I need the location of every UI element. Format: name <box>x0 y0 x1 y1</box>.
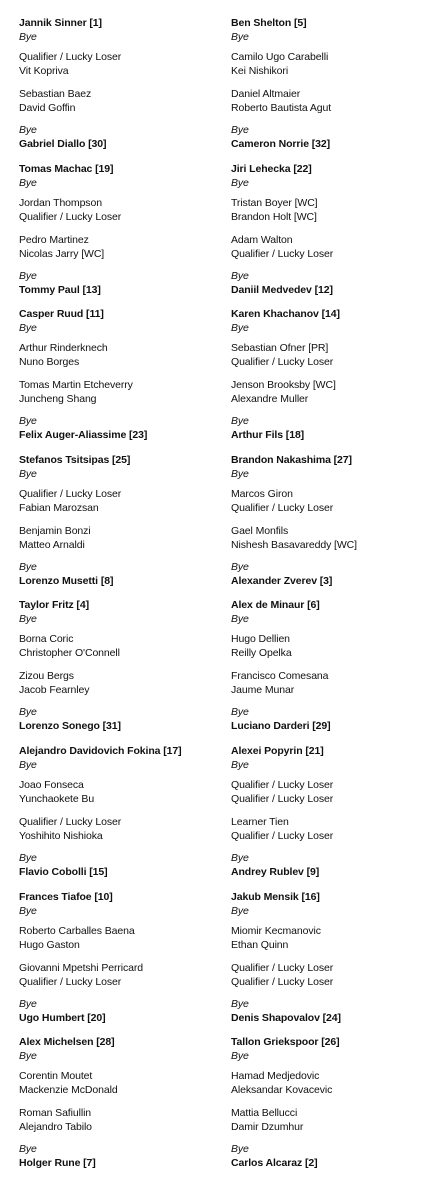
bye-label: Bye <box>231 269 249 282</box>
bye-label: Bye <box>231 997 249 1010</box>
player-name: Reilly Opelka <box>231 647 292 660</box>
player-name: Qualifier / Lucky Loser <box>231 793 334 805</box>
player-name: Borna Coric <box>19 633 74 646</box>
bye-label: Bye <box>19 560 37 573</box>
player-name: Brandon Holt [WC] <box>231 210 317 223</box>
player-name: Miomir Kecmanovic <box>231 924 321 937</box>
player-name: Pedro Martinez <box>19 233 89 246</box>
bye-label: Bye <box>19 706 37 719</box>
player-name: Fabian Marozsan <box>19 501 99 514</box>
bye-label: Bye <box>231 467 249 480</box>
player-name: Qualifier / Lucky Loser <box>231 975 334 988</box>
player-name: Tomas Martin Etcheverry <box>19 379 133 392</box>
top-seed-name: Stefanos Tsitsipas [25] <box>19 453 131 466</box>
player-name: Gael Monfils <box>231 524 289 537</box>
player-name: Roman Safiullin <box>19 1107 92 1120</box>
player-name: Juncheng Shang <box>19 393 97 406</box>
player-name: Nishesh Basavareddy [WC] <box>231 538 357 551</box>
bye-label: Bye <box>19 415 37 428</box>
top-seed-name: Alejandro Davidovich Fokina [17] <box>19 745 182 757</box>
player-name: Alejandro Tabilo <box>19 1121 92 1134</box>
player-name: Damir Dzumhur <box>231 1121 304 1134</box>
bye-label: Bye <box>231 322 249 335</box>
bye-label: Bye <box>231 415 249 428</box>
player-name: Corentin Moutet <box>19 1070 93 1083</box>
bye-label: Bye <box>231 852 249 864</box>
player-name: Hugo Gaston <box>19 938 80 951</box>
player-name: Qualifier / Lucky Loser <box>19 816 122 828</box>
bottom-seed-name: Cameron Norrie [32] <box>231 138 331 150</box>
bye-label: Bye <box>19 31 37 43</box>
player-name: Sebastian Ofner [PR] <box>231 342 329 355</box>
player-name: Qualifier / Lucky Loser <box>231 830 334 842</box>
bye-label: Bye <box>231 176 249 189</box>
top-seed-name: Frances Tiafoe [10] <box>19 890 113 903</box>
player-name: Francisco Comesana <box>231 670 329 683</box>
bye-label: Bye <box>19 759 37 771</box>
bye-label: Bye <box>19 997 37 1010</box>
bottom-seed-name: Gabriel Diallo [30] <box>19 138 107 150</box>
bottom-seed-name: Daniil Medvedev [12] <box>231 283 333 296</box>
player-name: Zizou Bergs <box>19 670 74 683</box>
player-name: Arthur Rinderknech <box>19 342 108 355</box>
top-seed-name: Karen Khachanov [14] <box>231 308 340 321</box>
bye-label: Bye <box>19 322 37 335</box>
top-seed-name: Taylor Fritz [4] <box>19 599 89 612</box>
bye-label: Bye <box>19 124 37 136</box>
bottom-seed-name: Flavio Cobolli [15] <box>19 866 108 878</box>
player-name: Sebastian Baez <box>19 88 92 100</box>
player-name: Marcos Giron <box>231 487 293 500</box>
player-name: Jacob Fearnley <box>19 684 90 697</box>
player-name: Tristan Boyer [WC] <box>231 196 318 209</box>
player-name: Joao Fonseca <box>19 779 84 791</box>
player-name: Qualifier / Lucky Loser <box>19 51 122 63</box>
player-name: Learner Tien <box>231 816 289 828</box>
bye-label: Bye <box>231 759 249 771</box>
bottom-seed-name: Andrey Rublev [9] <box>231 866 320 878</box>
player-name: Qualifier / Lucky Loser <box>19 210 122 223</box>
player-name: Hugo Dellien <box>231 633 290 646</box>
bye-label: Bye <box>19 852 37 864</box>
top-seed-name: Ben Shelton [5] <box>231 17 307 29</box>
player-name: Qualifier / Lucky Loser <box>231 247 334 260</box>
bottom-seed-name: Carlos Alcaraz [2] <box>231 1157 318 1170</box>
player-name: Camilo Ugo Carabelli <box>231 51 329 63</box>
player-name: Mackenzie McDonald <box>19 1084 118 1097</box>
player-name: Christopher O'Connell <box>19 647 120 660</box>
top-seed-name: Tallon Griekspoor [26] <box>231 1036 340 1049</box>
bye-label: Bye <box>19 1143 37 1156</box>
top-seed-name: Brandon Nakashima [27] <box>231 453 352 466</box>
bye-label: Bye <box>231 706 249 719</box>
bye-label: Bye <box>19 613 37 626</box>
bye-label: Bye <box>231 1050 249 1063</box>
player-name: Daniel Altmaier <box>231 88 301 100</box>
top-seed-name: Jakub Mensik [16] <box>231 890 320 903</box>
player-name: David Goffin <box>19 102 76 114</box>
player-name: Giovanni Mpetshi Perricard <box>19 961 144 974</box>
player-name: Mattia Bellucci <box>231 1107 298 1120</box>
player-name: Benjamin Bonzi <box>19 524 91 537</box>
bye-label: Bye <box>231 1143 249 1156</box>
bye-label: Bye <box>19 176 37 189</box>
player-name: Kei Nishikori <box>231 65 289 77</box>
bottom-seed-name: Alexander Zverev [3] <box>231 574 333 587</box>
player-name: Roberto Carballes Baena <box>19 924 135 937</box>
player-name: Qualifier / Lucky Loser <box>231 779 334 791</box>
top-seed-name: Tomas Machac [19] <box>19 162 114 175</box>
player-name: Qualifier / Lucky Loser <box>231 961 334 974</box>
player-name: Yoshihito Nishioka <box>19 830 103 842</box>
player-name: Aleksandar Kovacevic <box>231 1084 333 1097</box>
player-name: Vit Kopriva <box>19 65 69 77</box>
bottom-seed-name: Lorenzo Sonego [31] <box>19 720 121 733</box>
player-name: Qualifier / Lucky Loser <box>19 975 122 988</box>
bye-label: Bye <box>19 1050 37 1063</box>
bottom-seed-name: Ugo Humbert [20] <box>19 1011 106 1024</box>
top-seed-name: Alex Michelsen [28] <box>19 1036 115 1049</box>
player-name: Qualifier / Lucky Loser <box>231 356 334 369</box>
top-seed-name: Alex de Minaur [6] <box>231 599 320 612</box>
bye-label: Bye <box>231 560 249 573</box>
bye-label: Bye <box>19 904 37 917</box>
player-name: Alexandre Muller <box>231 393 309 406</box>
top-seed-name: Alexei Popyrin [21] <box>231 745 324 757</box>
player-name: Jaume Munar <box>231 684 295 697</box>
player-name: Adam Walton <box>231 233 293 246</box>
player-name: Yunchaokete Bu <box>19 793 95 805</box>
player-name: Roberto Bautista Agut <box>231 102 332 114</box>
bye-label: Bye <box>231 613 249 626</box>
player-name: Qualifier / Lucky Loser <box>231 501 334 514</box>
bottom-seed-name: Felix Auger-Aliassime [23] <box>19 429 148 442</box>
player-name: Hamad Medjedovic <box>231 1070 320 1083</box>
player-name: Jordan Thompson <box>19 196 102 209</box>
bottom-seed-name: Denis Shapovalov [24] <box>231 1011 341 1024</box>
bottom-seed-name: Holger Rune [7] <box>19 1157 96 1170</box>
bottom-seed-name: Luciano Darderi [29] <box>231 720 331 733</box>
bye-label: Bye <box>231 904 249 917</box>
top-seed-name: Jiri Lehecka [22] <box>231 162 312 175</box>
bye-label: Bye <box>231 31 249 43</box>
top-seed-name: Jannik Sinner [1] <box>19 17 102 29</box>
top-seed-name: Casper Ruud [11] <box>19 308 104 321</box>
player-name: Jenson Brooksby [WC] <box>231 379 336 392</box>
player-name: Nicolas Jarry [WC] <box>19 247 105 260</box>
player-name: Ethan Quinn <box>231 938 289 951</box>
bottom-seed-name: Lorenzo Musetti [8] <box>19 574 114 587</box>
player-name: Qualifier / Lucky Loser <box>19 487 122 500</box>
player-name: Nuno Borges <box>19 356 80 369</box>
bye-label: Bye <box>19 467 37 480</box>
bye-label: Bye <box>231 124 249 136</box>
bye-label: Bye <box>19 269 37 282</box>
player-name: Matteo Arnaldi <box>19 538 85 551</box>
bottom-seed-name: Tommy Paul [13] <box>19 283 101 296</box>
bottom-seed-name: Arthur Fils [18] <box>231 429 305 442</box>
